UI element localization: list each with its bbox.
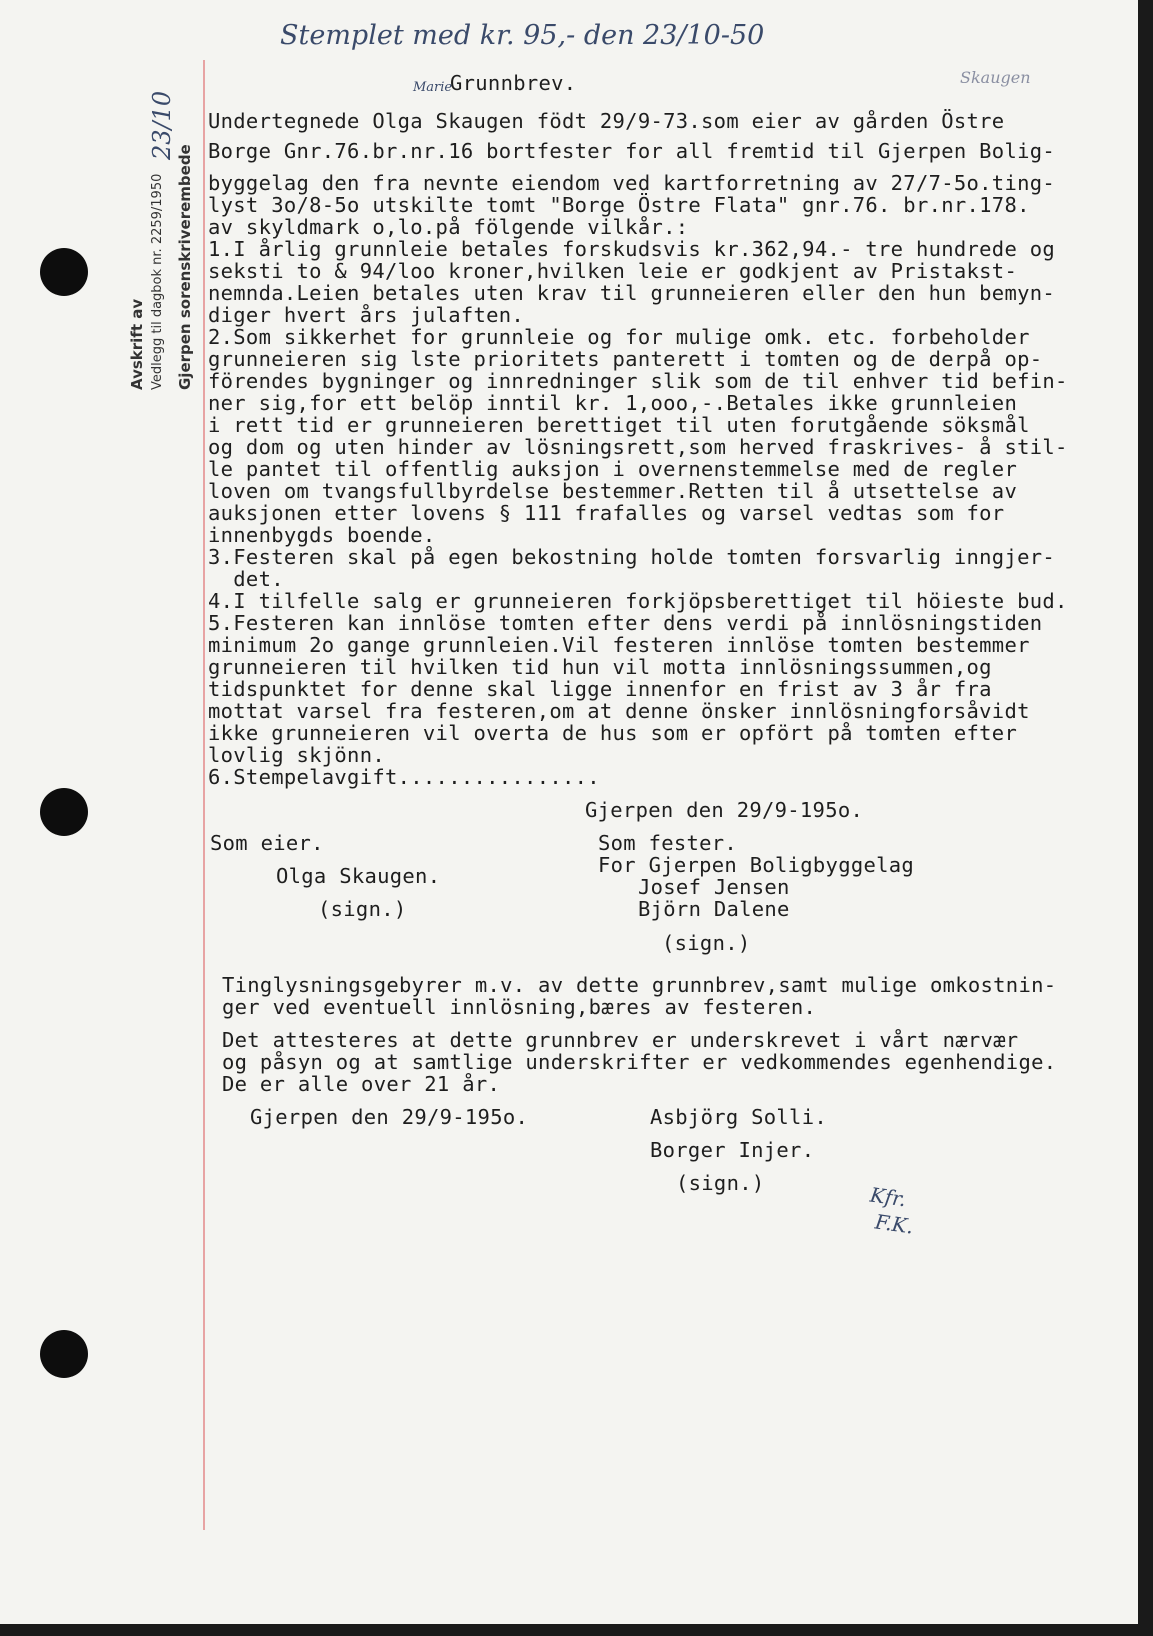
lessee-organisation: For Gjerpen Boligbyggelag bbox=[598, 853, 915, 877]
body-line: tidspunktet for denne skal ligge innenfor en frist av 3 år fra bbox=[208, 677, 992, 701]
body-line: grunneieren til hvilken tid hun vil motta innlösningssummen,og bbox=[208, 655, 992, 679]
handwritten-initials: Kfr. bbox=[868, 1182, 908, 1212]
owner-signature: (sign.) bbox=[318, 897, 407, 921]
body-line: 4.I tilfelle salg er grunneieren forkjöpsberettiget til höieste bud. bbox=[208, 589, 1068, 613]
body-line: grunneieren sig lste prioritets panterett i tomten og de derpå op- bbox=[208, 347, 1043, 371]
body-line: byggelag den fra nevnte eiendom ved kartforretning av 27/7-5o.ting- bbox=[208, 171, 1056, 195]
body-line: lyst 3o/8-5o utskilte tomt "Borge Östre Flata" gnr.76. br.nr.178. bbox=[208, 193, 1030, 217]
document-title: Grunnbrev. bbox=[450, 71, 577, 95]
body-line: og dom og uten hinder av lösningsrett,som herved fraskrives- å stil- bbox=[208, 435, 1068, 459]
stamp-line: Gjerpen sorenskriverembede bbox=[176, 144, 194, 390]
body-line: 1.I årlig grunnleie betales forskudsvis kr.362,94.- tre hundrede og bbox=[208, 237, 1056, 261]
lessee-name: Björn Dalene bbox=[638, 897, 790, 921]
stamp-line: Avskrift av bbox=[128, 298, 146, 390]
body-line: 5.Festeren kan innlöse tomten efter dens verdi på innlösningstiden bbox=[208, 611, 1043, 635]
attest-line: og påsyn og at samtlige underskrifter er vedkommendes egenhendige. bbox=[222, 1050, 1057, 1074]
body-line: le pantet til offentlig auksjon i overnenstemmelse med de regler bbox=[208, 457, 1018, 481]
body-line: lovlig skjönn. bbox=[208, 743, 385, 767]
body-line: minimum 2o gange grunnleien.Vil festeren innlöse tomten bestemmer bbox=[208, 633, 1030, 657]
body-line: loven om tvangsfullbyrdelse bestemmer.Retten til å utsettelse av bbox=[208, 479, 1018, 503]
body-line: förendes bygninger og innredninger slik som de til enhver tid befin- bbox=[208, 369, 1068, 393]
owner-name: Olga Skaugen. bbox=[276, 864, 441, 888]
witness-name: Asbjörg Solli. bbox=[650, 1105, 827, 1129]
body-line: ner sig,for ett belöp inntil kr. 1,ooo,-.Betales ikke grunnleien bbox=[208, 391, 1018, 415]
lessee-role: Som fester. bbox=[598, 831, 738, 855]
body-line: 2.Som sikkerhet for grunnleie og for mulige omk. etc. forbeholder bbox=[208, 325, 1030, 349]
margin-rule bbox=[203, 60, 205, 1530]
fees-line: ger ved eventuell innlösning,bæres av festeren. bbox=[222, 995, 817, 1019]
witness-name: Borger Injer. bbox=[650, 1138, 815, 1162]
witness-place-date: Gjerpen den 29/9-195o. bbox=[250, 1105, 529, 1129]
handwritten-stamp-note: Stemplet med kr. 95,- den 23/10-50 bbox=[280, 20, 765, 51]
lessee-signature: (sign.) bbox=[662, 931, 751, 955]
body-line: nemnda.Leien betales uten krav til grunneieren eller den hun bemyn- bbox=[208, 281, 1056, 305]
handwritten-insert: Skaugen bbox=[960, 68, 1031, 87]
attest-line: De er alle over 21 år. bbox=[222, 1072, 501, 1096]
punch-hole bbox=[40, 788, 88, 836]
fees-line: Tinglysningsgebyrer m.v. av dette grunnbrev,samt mulige omkostnin- bbox=[222, 973, 1057, 997]
body-line: det. bbox=[208, 567, 284, 591]
witness-signature: (sign.) bbox=[676, 1171, 765, 1195]
handwritten-insert: Marie bbox=[413, 80, 453, 95]
place-date: Gjerpen den 29/9-195o. bbox=[585, 798, 864, 822]
punch-hole bbox=[40, 1330, 88, 1378]
lessee-name: Josef Jensen bbox=[638, 875, 790, 899]
body-line: 6.Stempelavgift................ bbox=[208, 765, 600, 789]
body-line: diger hvert års julaften. bbox=[208, 303, 525, 327]
body-line: innenbygds boende. bbox=[208, 523, 436, 547]
handwritten-initials: F.K. bbox=[873, 1209, 915, 1239]
owner-role: Som eier. bbox=[210, 831, 324, 855]
body-line: av skyldmark o,lo.på fölgende vilkår.: bbox=[208, 215, 689, 239]
handwritten-date: 23/10 bbox=[148, 90, 176, 160]
body-line: mottat varsel fra festeren,om at denne önsker innlösningforsåvidt bbox=[208, 699, 1030, 723]
body-line: auksjonen etter lovens § 111 frafalles og varsel vedtas som for bbox=[208, 501, 1005, 525]
body-line: 3.Festeren skal på egen bekostning holde tomten forsvarlig inngjer- bbox=[208, 545, 1056, 569]
body-line: i rett tid er grunneieren berettiget til uten forutgående söksmål bbox=[208, 413, 1030, 437]
body-line: Borge Gnr.76.br.nr.16 bortfester for all fremtid til Gjerpen Bolig- bbox=[208, 139, 1056, 163]
body-line: ikke grunneieren vil overta de hus som er opfört på tomten efter bbox=[208, 721, 1018, 745]
stamp-line: Vedlegg til dagbok nr. 2259/1950 bbox=[150, 173, 165, 390]
attest-line: Det attesteres at dette grunnbrev er underskrevet i vårt nærvær bbox=[222, 1028, 1019, 1052]
punch-hole bbox=[40, 248, 88, 296]
body-line: seksti to & 94/loo kroner,hvilken leie er godkjent av Pristakst- bbox=[208, 259, 1018, 283]
body-line: Undertegnede Olga Skaugen födt 29/9-73.som eier av gården Östre bbox=[208, 109, 1005, 133]
